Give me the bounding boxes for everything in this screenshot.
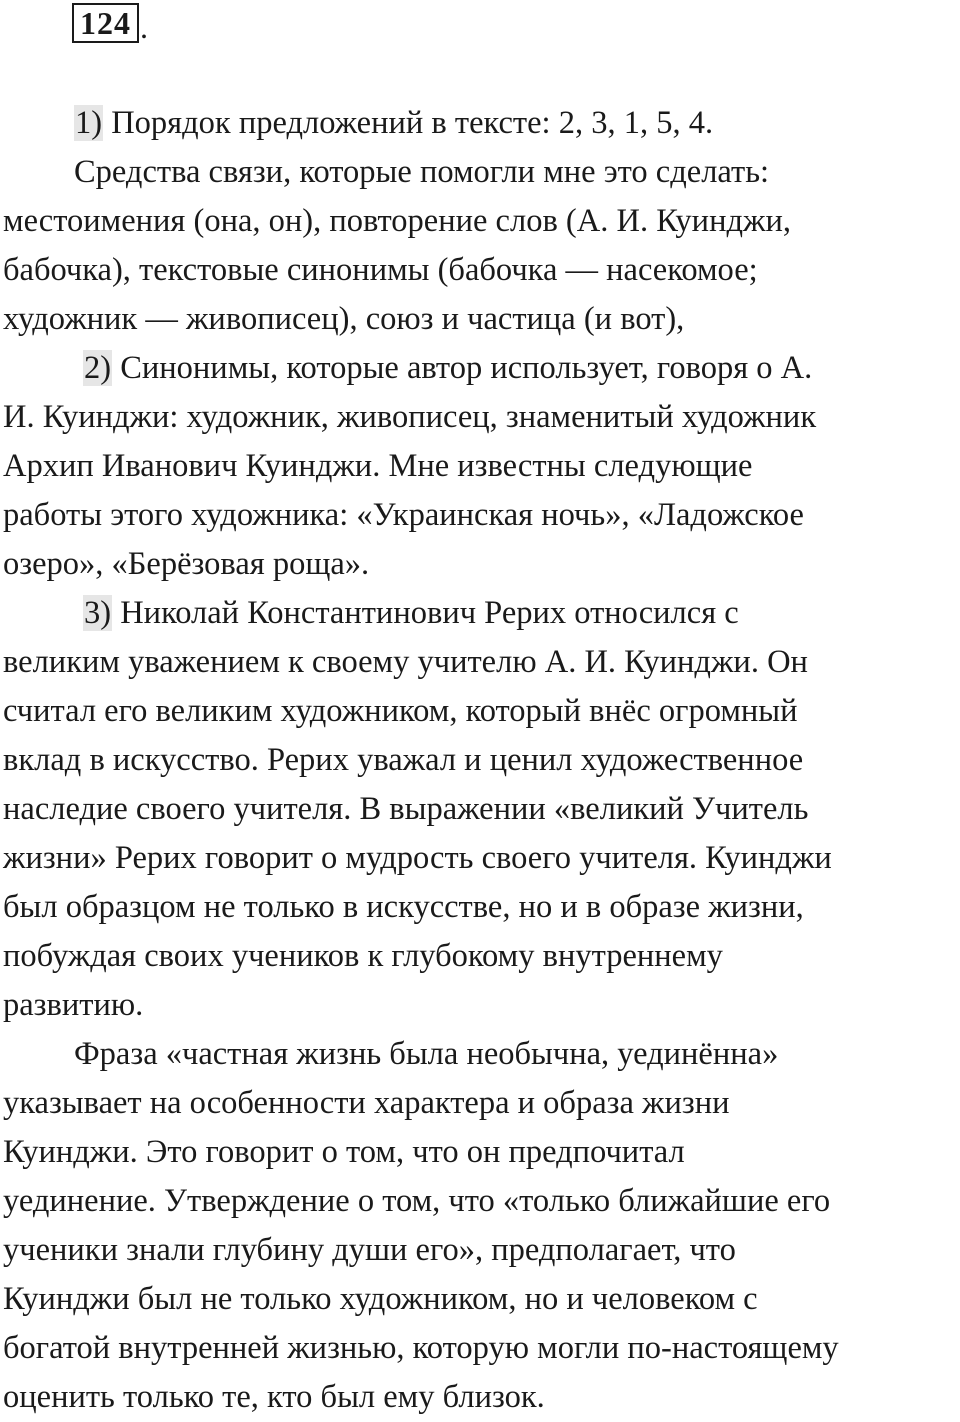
text-line: Архип Иванович Куинджи. Мне известны следующие xyxy=(3,448,753,484)
text-line: вклад в искусство. Рерих уважал и ценил художественное xyxy=(3,742,804,778)
text-line: И. Куинджи: художник, живописец, знаменитый художник xyxy=(3,399,817,435)
text-line: указывает на особенности характера и образа жизни xyxy=(3,1085,730,1121)
text-line: наследие своего учителя. В выражении «великий Учитель xyxy=(3,791,809,827)
task-number-box: 124 xyxy=(72,3,139,43)
text-line: художник — живописец), союз и частица (и вот), xyxy=(3,301,685,337)
text-line: богатой внутренней жизнью, которую могли по-настоящему xyxy=(3,1330,839,1366)
text-line: работы этого художника: «Украинская ночь», «Ладожское xyxy=(3,497,804,533)
text-line: ученики знали глубину души его», предполагает, что xyxy=(3,1232,736,1268)
item-marker: 2) xyxy=(84,350,112,386)
text-line: бабочка), текстовые синонимы (бабочка — насекомое; xyxy=(3,252,758,288)
text-fragment: Николай Константинович Рерих относился с xyxy=(112,595,739,631)
task-number xyxy=(72,3,148,43)
text-line: Куинджи. Это говорит о том, что он предпочитал xyxy=(3,1134,685,1170)
text-line: был образцом не только в искусстве, но и в образе жизни, xyxy=(3,889,804,925)
text-line: Куинджи был не только художником, но и человеком с xyxy=(3,1281,758,1317)
text-line xyxy=(3,344,960,393)
text-line: побуждая своих учеников к глубокому внутреннему xyxy=(3,938,723,974)
text-line: развитию. xyxy=(3,987,144,1023)
text-fragment: Порядок предложений в тексте: 2, 3, 1, 5, 4. xyxy=(103,105,714,141)
text-line: великим уважением к своему учителю А. И. Куинджи. Он xyxy=(3,644,808,680)
text-line: местоимения (она, он), повторение слов (А. И. Куинджи, xyxy=(3,203,791,239)
answer-text xyxy=(3,99,960,1422)
text-line xyxy=(3,99,960,148)
item-marker: 3) xyxy=(84,595,112,631)
text-line: Средства связи, которые помогли мне это сделать: xyxy=(74,154,770,190)
text-line: оценить только те, кто был ему близок. xyxy=(3,1379,545,1415)
text-line xyxy=(3,589,960,638)
text-line: озеро», «Берёзовая роща». xyxy=(3,546,370,582)
text-line: Фраза «частная жизнь была необычна, уединённа» xyxy=(74,1036,779,1072)
text-line: уединение. Утверждение о том, что «только ближайшие его xyxy=(3,1183,831,1219)
item-marker: 1) xyxy=(75,105,103,141)
task-number-dot: . xyxy=(140,9,148,45)
text-line: считал его великим художником, который внёс огромный xyxy=(3,693,798,729)
text-line: жизни» Рерих говорит о мудрость своего учителя. Куинджи xyxy=(3,840,832,876)
text-fragment: Синонимы, которые автор использует, говоря о А. xyxy=(112,350,813,386)
